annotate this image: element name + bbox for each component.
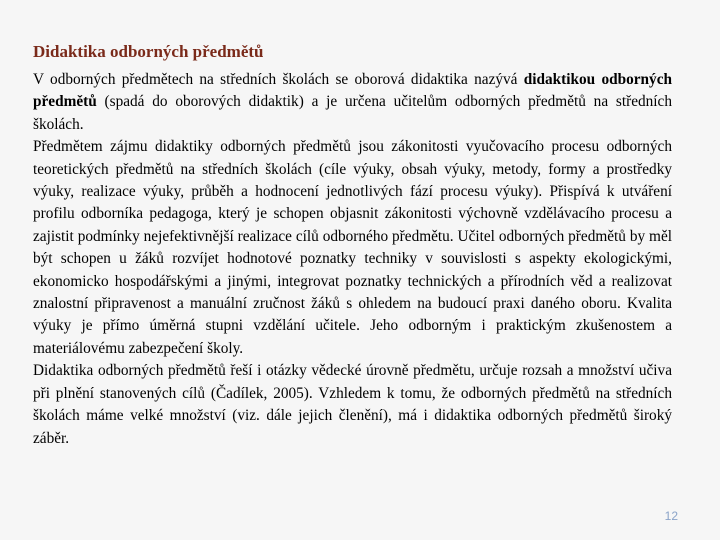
paragraph-definition-term: didaktikou odborných předmětů (33, 71, 673, 111)
slide-body (33, 69, 672, 450)
paragraph-definition (33, 69, 672, 136)
paragraph-definition-intro: V odborných předmětech na středních školách se oborová didaktika nazývá (33, 71, 524, 88)
slide-title: Didaktika odborných předmětů (33, 42, 264, 61)
paragraph-subject: Předmětem zájmu didaktiky odborných předmětů jsou zákonitosti vyučovacího procesu odborných teoretických předmětů na středních školách (cíle výuky, obsah výuky, metody, formy a prostředky výuky, realizace výuky, průběh a hodnocení jednotlivých fází procesu výuky). Přispívá k utváření profilu odborníka pedagoga, který je schopen objasnit zákonitosti výchovně vzdělávacího procesu a zajistit podmínky nejefektivnější realizace cílů odborného předmětu. Učitel odborných předmětů by měl být schopen u žáků rozvíjet hodnotové poznatky techniky v souvislosti s aspekty ekologickými, ekonomicko hospodářskými a jinými, integrovat poznatky technických a přírodních věd a realizovat znalostní připravenost a manuální zručnost žáků s ohledem na budoucí praxi daného oboru. Kvalita výuky je přímo úměrná stupni vzdělání učitele. Jeho odborným i praktickým zkušenostem a materiálovému zabezpečení školy. (33, 138, 672, 357)
paragraph-definition-rest: (spadá do oborových didaktik) a je určena učitelům odborných předmětů na středních školách. (33, 93, 672, 133)
page-number: 12 (664, 509, 678, 523)
paragraph-scope: Didaktika odborných předmětů řeší i otázky vědecké úrovně předmětu, určuje rozsah a množství učiva při plnění stanovených cílů (Čadílek, 2005). Vzhledem k tomu, že odborných předmětů na středních školách máme velké množství (viz. dále jejich členění), má i didaktika odborných předmětů široký záběr. (33, 362, 672, 447)
